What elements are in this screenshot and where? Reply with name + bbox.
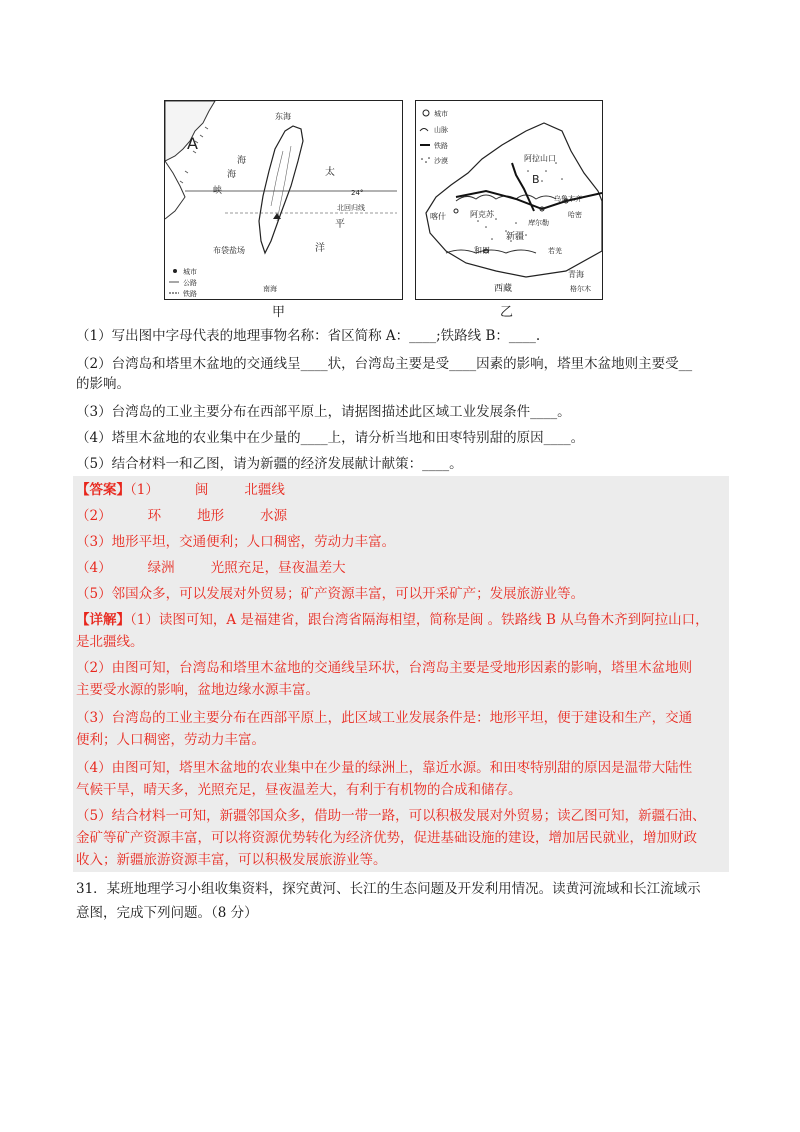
question-2-cont: 的影响。 [76,376,130,392]
label-alashankou: 阿拉山口 [524,154,556,163]
detail-line-7: （4）由图可知，塔里木盆地的农业集中在少量的绿洲上，靠近水源。和田枣特别甜的原因是温带大陆性 [76,760,693,776]
label-ping: 平 [335,219,345,230]
question-5: （5）结合材料一和乙图，请为新疆的经济发展献计献策：____。 [76,456,463,472]
label-kashi: 喀什 [430,212,446,221]
detail-tag: 【详解】 [76,612,130,628]
question-3: （3）台湾岛的工业主要分布在西部平原上，请据图描述此区域工业发展条件____。 [76,404,571,420]
detail-line-2: 是北疆线。 [76,634,144,650]
answer-line-1: 【答案】（1） 闽 北疆线 [76,482,285,498]
detail-line-11: 收入；新疆旅游资源丰富，可以积极发展旅游业等。 [76,852,387,868]
map-yi-legend [420,109,448,165]
label-aksu: 阿克苏 [470,210,494,219]
svg-text:公路: 公路 [183,279,197,287]
label-tibet: 西藏 [494,284,513,294]
svg-text:城市: 城市 [183,268,197,276]
question-31-line-1: 31．某班地理学习小组收集资料，探究黄河、长江的生态问题及开发利用情况。读黄河流域和长江流域示 [76,881,701,897]
detail-line-5: （3）台湾岛的工业主要分布在西部平原上，此区域工业发展条件是：地形平坦，便于建设和生产，交通 [76,710,693,726]
label-hami: 哈密 [568,211,582,219]
label-hetian: 和田 [474,246,490,255]
map-taiwan [164,100,403,300]
svg-text:城市: 城市 [434,110,448,118]
label-kuerle: 库尔勒 [528,219,549,227]
answer-line-5: （5）邻国众多，可以发展对外贸易；矿产资源丰富，可以开采矿产；发展旅游业等。 [76,586,585,602]
detail-line-4: 主要受水源的影响，盆地边缘水源丰富。 [76,682,319,698]
label-salt-field: 布袋盐场 [213,246,245,255]
label-tai: 太 [325,167,335,178]
detail-line-8: 气候干旱，晴天多，光照充足，昼夜温差大，有利于有机物的合成和储存。 [76,782,522,798]
label-south-sea: 南海 [263,285,277,293]
question-4: （4）塔里木盆地的农业集中在少量的____上，请分析当地和田枣特别甜的原因____。 [76,430,585,446]
answer-line-3: （3）地形平坦，交通便利；人口稠密，劳动力丰富。 [76,534,396,550]
answer-tag: 【答案】 [76,482,130,498]
svg-text:山脉: 山脉 [434,126,448,134]
answer-line-2: （2） 环 地形 水源 [76,508,288,524]
svg-text:沙漠: 沙漠 [434,157,448,165]
svg-text:铁路: 铁路 [434,142,448,150]
taiwan-island [259,126,303,253]
label-xinjiang: 新疆 [506,232,525,242]
map-caption-yi: 乙 [500,305,514,320]
detail-line-3: （2）由图可知，台湾岛和塔里木盆地的交通线呈环状，台湾岛主要是受地形因素的影响，塔里木盆地则 [76,660,693,676]
question-31-line-2: 意图，完成下列问题。（8 分） [76,905,258,921]
map-xinjiang-drawing [416,101,602,299]
label-urumqi: 乌鲁木齐 [554,195,582,203]
svg-text:铁路: 铁路 [183,290,197,298]
question-2: （2）台湾岛和塔里木盆地的交通线呈____状，台湾岛主要是受____因素的影响，塔里木盆地则主要受__ [76,356,693,372]
label-hai2: 海 [227,170,237,180]
label-xia: 峡 [213,186,223,196]
detail-line-1: 【详解】（1）读图可知，A 是福建省，跟台湾省隔海相望，简称是闽 。铁路线 B 从乌鲁木齐到阿拉山口， [76,612,709,628]
label-yang: 洋 [315,243,325,254]
label-hai1: 海 [237,156,247,166]
map-caption-jia: 甲 [272,305,286,320]
map-xinjiang [415,100,603,300]
label-b: B [532,173,540,186]
answer-line-4: （4） 绿洲 光照充足，昼夜温差大 [76,560,346,576]
label-ruoqiang: 若羌 [548,247,562,255]
map-jia-legend [169,267,197,298]
label-a: A [187,134,198,153]
label-qinghai: 青海 [568,270,584,279]
label-24deg: 24° [351,189,364,197]
detail-line-10: 金矿等矿产资源丰富，可以将资源优势转化为经济优势，促进基础设施的建设，增加居民就业，增加财政 [76,830,697,846]
map-taiwan-drawing [165,101,402,299]
figure-maps [164,100,604,320]
detail-line-9: （5）结合材料一可知，新疆邻国众多，借助一带一路，可以积极发展对外贸易；读乙图可知，新疆石油、 [76,808,706,824]
label-tropic: 北回归线 [337,204,365,212]
label-east-sea: 东海 [275,112,291,121]
question-1: （1）写出图中字母代表的地理事物名称：省区简称 A：____;铁路线 B：____. [76,328,541,344]
label-golmud: 格尔木 [570,285,591,293]
detail-line-6: 便利；人口稠密，劳动力丰富。 [76,732,265,748]
